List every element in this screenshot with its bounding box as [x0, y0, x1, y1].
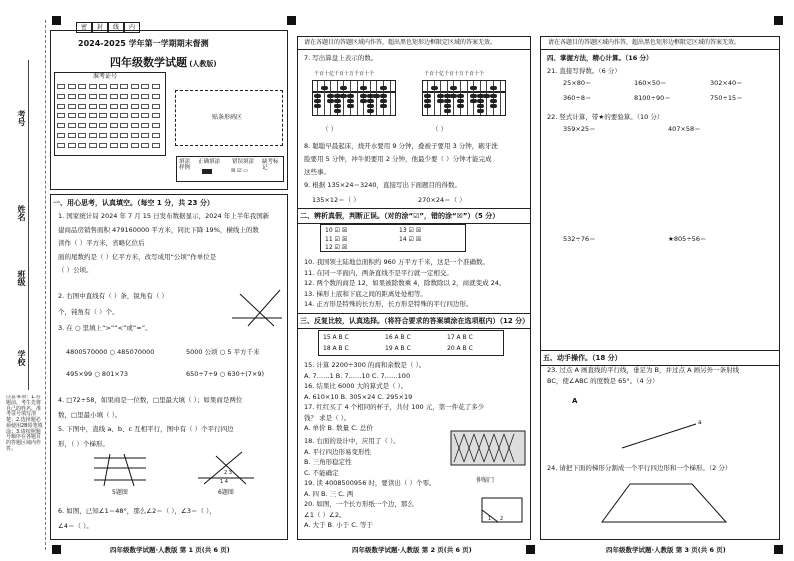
abacus-bead [450, 86, 457, 90]
abacus-bead [380, 94, 387, 98]
q21-item-5[interactable]: 8100÷90＝ [634, 94, 671, 102]
ticket-bubble[interactable] [152, 104, 160, 109]
choice-answer-option[interactable]: 15 A B C [323, 334, 349, 341]
ticket-bubble[interactable] [99, 143, 107, 148]
ticket-bubble[interactable] [152, 94, 160, 99]
question-1 [58, 210, 284, 278]
abacus-bead [431, 86, 438, 90]
ticket-bubble[interactable] [131, 94, 139, 99]
ticket-bubble[interactable] [57, 143, 65, 148]
q5-line: 5. 下图中，直线 a、b、c 互相平行，图中有（ ）个平行四边 [58, 425, 234, 433]
ticket-bubble[interactable] [131, 84, 139, 89]
abacus-bead [477, 99, 484, 103]
ticket-bubble[interactable] [110, 143, 118, 148]
q15-17-line: A. 单价 B. 数量 C. 总价 [304, 424, 373, 432]
telescopic-gate-figure [450, 430, 526, 474]
wrong-fill-label: 错误填涂 [232, 159, 255, 165]
q3-item-3[interactable]: 495×99 ○ 801×73 [66, 370, 129, 378]
ticket-bubble[interactable] [141, 143, 149, 148]
ticket-bubble[interactable] [78, 94, 86, 99]
ticket-bubble[interactable] [78, 104, 86, 109]
seal-tag-cell: 线 [108, 22, 124, 33]
ticket-bubble[interactable] [120, 84, 128, 89]
ticket-bubble[interactable] [141, 113, 149, 118]
q22-item-2[interactable]: 407×58＝ [668, 125, 701, 133]
ticket-bubble-grid[interactable] [57, 84, 163, 154]
wrong-fill-samples: ☒ ☑ ▭ [231, 168, 248, 174]
abacus-bead [314, 94, 321, 98]
choice-answer-option[interactable]: 18 A B C [323, 345, 349, 352]
registration-mark-top-left [52, 16, 61, 25]
q10-14-line: 13. 梯形上底和下底之间的距离处处相等。 [304, 289, 427, 298]
q18-20-line: 18. 右面的设计中，应用了（ ）。 [304, 437, 400, 445]
page3-top-note: 请在各题目的答题区域内作答，超出黑色矩形边框限定区域的答案无效。 [548, 39, 741, 46]
section2-title: 二、辨析真假，判断正误。（对的涂“☑”，错的涂“☒”）（5 分） [297, 208, 531, 224]
q6-line: ∠4＝（ ）。 [58, 522, 93, 530]
question-4 [58, 393, 284, 423]
q2-line: 2. 右图中直线有（ ）条，锐角有（ ） [58, 292, 168, 300]
abacus-bead [457, 94, 464, 98]
q10-14-line: 12. 两个数的商是 12，如果被除数乘 4，除数除以 2，商就变成 24。 [304, 279, 506, 287]
q23-line: BC，使∠ABC 的度数是 65°。（4 分） [547, 377, 659, 385]
abacus-figure-2 [422, 80, 506, 116]
q1-line: 面的尾数约是（ ）亿平方米，改写成用“公顷”作单位是 [58, 252, 217, 261]
abacus-bead [457, 104, 464, 108]
gate-label: 伸缩门 [476, 477, 495, 484]
abacus-bead [380, 99, 387, 103]
q21-item-2[interactable]: 160×50＝ [634, 79, 667, 87]
fill-sample-label: 填涂样例 [179, 159, 191, 171]
q21-item-1[interactable]: 25×80＝ [563, 79, 592, 87]
abacus-rod [317, 81, 318, 115]
abacus-rod [350, 81, 351, 115]
question-8 [304, 140, 528, 179]
abacus-rod [427, 81, 428, 115]
page3-footer: 四年级数学试题·人教版 第 3 页(共 6 页) [606, 546, 726, 554]
abacus-bead [424, 99, 431, 103]
correct-fill-sample [202, 169, 212, 174]
page2-top-rule [297, 49, 531, 50]
abacus-rod [486, 81, 487, 115]
choice-answer-grid[interactable] [318, 330, 504, 356]
ticket-bubble[interactable] [89, 143, 97, 148]
exam-edition: (人教版) [189, 60, 217, 68]
abacus-bead [334, 104, 341, 108]
abacus-rod [440, 81, 441, 115]
q20-paper-figure [480, 496, 524, 528]
abacus-bead [470, 86, 477, 90]
ticket-bubble[interactable] [78, 133, 86, 138]
q3-item-1[interactable]: 4800570000 ○ 485070000 [66, 348, 155, 356]
ticket-bubble[interactable] [78, 123, 86, 128]
correct-fill-label: 正确填涂 [198, 159, 221, 165]
question-21: 21. 直接写得数。（6 分） [547, 67, 621, 75]
abacus-rod [500, 81, 501, 115]
q15-17-line: A. 7……1 B. 7……10 C. 7……100 [304, 371, 411, 380]
ticket-bubble[interactable] [110, 84, 118, 89]
ticket-bubble[interactable] [131, 104, 139, 109]
q15-17-line: 17. 红红买了 4 个相同的杯子，共付 100 元，第一件花了多少 [304, 403, 485, 411]
abacus-rod [376, 81, 377, 115]
seal-tag-cell: 内 [124, 22, 140, 33]
ticket-bubble[interactable] [120, 123, 128, 128]
judge-answer-option[interactable]: 14 ☑ ☒ [399, 235, 422, 243]
school-year-title: 2024-2025 学年第一学期期末督测 [78, 39, 209, 48]
ticket-bubble[interactable] [141, 104, 149, 109]
abacus-bead [444, 99, 451, 103]
q3-item-2[interactable]: 5000 公顷 ○ 5 平方千米 [186, 348, 260, 356]
fig5-label: 5题图 [112, 489, 128, 496]
q15-17-line: 16. 结果比 6000 大的算式是（ ）。 [304, 382, 408, 390]
abacus-bead [444, 104, 451, 108]
judgement-answer-grid[interactable] [320, 224, 466, 252]
abacus-bead [367, 104, 374, 108]
ticket-bubble[interactable] [89, 133, 97, 138]
ticket-bubble[interactable] [110, 94, 118, 99]
abacus-rod [357, 81, 358, 115]
ticket-bubble[interactable] [78, 84, 86, 89]
q22-item-4[interactable]: ★805÷56＝ [668, 235, 707, 243]
ticket-bubble[interactable] [120, 133, 128, 138]
ticket-bubble[interactable] [99, 104, 107, 109]
abacus-bead [334, 109, 341, 113]
choice-answer-option[interactable]: 16 A B C [385, 334, 411, 341]
ticket-bubble[interactable] [89, 123, 97, 128]
q10-14-line: 11. 在同一平面内，两条直线不是平行就一定相交。 [304, 268, 453, 277]
ticket-bubble[interactable] [99, 84, 107, 89]
q22-item-1[interactable]: 359×25＝ [563, 125, 596, 133]
svg-text:1: 1 [488, 516, 492, 522]
q18-20-line: A. 大于 B. 小于 C. 等于 [304, 521, 373, 529]
q21-item-6[interactable]: 750÷15＝ [710, 94, 743, 102]
seal-tag-row [76, 22, 140, 33]
seal-tag-cell: 密 [76, 22, 92, 33]
questions-15-17 [304, 360, 528, 434]
abacus-bead [490, 86, 497, 90]
questions-10-14 [304, 257, 528, 310]
q15-17-line: A. 610×10 B. 305×24 C. 295×19 [304, 392, 413, 401]
q7-blank-1[interactable]: （ ） [322, 125, 338, 133]
ticket-bubble[interactable] [141, 123, 149, 128]
abacus-bead [380, 104, 387, 108]
abacus-bead [490, 104, 497, 108]
ticket-bubble[interactable] [120, 143, 128, 148]
question-7: 7. 写出算盘上表示的数。 [304, 54, 378, 62]
q4-line: 4. □72÷58，如果商是一位数，□里最大填（ ）；如果商是两位 [58, 396, 243, 404]
q22-item-3[interactable]: 532÷76＝ [563, 235, 596, 243]
ticket-bubble[interactable] [89, 84, 97, 89]
abacus-rod [330, 81, 331, 115]
choice-answer-option[interactable]: 17 A B C [447, 334, 473, 341]
question-5 [58, 422, 284, 452]
exam-title-row [110, 54, 217, 70]
judge-answer-option[interactable]: 12 ☑ ☒ [325, 244, 348, 251]
barcode-label: 贴条形码区 [212, 114, 243, 121]
q1-line: 读作（ ）平方米，省略亿位后 [58, 239, 145, 247]
ticket-bubble[interactable] [131, 113, 139, 118]
abacus-1-label: 千百十亿千百十万千百十个 [314, 71, 375, 77]
ticket-bubble[interactable] [110, 113, 118, 118]
ticket-bubble[interactable] [141, 133, 149, 138]
abacus-bead [490, 99, 497, 103]
ticket-bubble[interactable] [152, 133, 160, 138]
abacus-bead [367, 99, 374, 103]
q15-17-line: 15. 计算 2200÷300 的商和余数是（ ）。 [304, 361, 426, 369]
q8-line: 8. 聪聪早晨起床，烧开水要用 9 分钟，叠被子要用 3 分钟，刷牙洗 [304, 142, 498, 150]
q6-line: 6. 如图，已知∠1＝48°，那么∠2＝（ ），∠3＝（ ）， [58, 507, 216, 515]
q10-14-line: 14. 正方形是特殊的长方形，长方形是特殊的平行四边形。 [304, 300, 473, 308]
registration-mark-top-mid [287, 16, 296, 25]
section4-title: 四、掌握方法，精心计算。（16 分） [547, 54, 653, 62]
page2-footer: 四年级数学试题·人教版 第 2 页(共 6 页) [352, 546, 472, 554]
ticket-bubble[interactable] [99, 113, 107, 118]
ticket-bubble[interactable] [99, 123, 107, 128]
ticket-bubble[interactable] [68, 133, 76, 138]
q6-figure [196, 450, 256, 486]
ticket-bubble[interactable] [120, 104, 128, 109]
q8-line: 这些事。 [304, 168, 330, 176]
q1-line: 建商品房销售面积 479160000 平方米，同比下降 19%，横线上的数 [58, 225, 259, 234]
registration-mark-bottom-mid [526, 545, 535, 554]
page1-footer: 四年级数学试题·人教版 第 1 页(共 6 页) [110, 546, 230, 554]
svg-text:2 3: 2 3 [224, 470, 232, 476]
abacus-rod [467, 81, 468, 115]
ticket-bubble[interactable] [89, 94, 97, 99]
choice-answer-option[interactable]: 20 A B C [447, 345, 473, 352]
ticket-number-label: 准考证号 [93, 73, 118, 80]
ticket-bubble[interactable] [152, 143, 160, 148]
section3-title: 三、反复比较，认真选择。（将符合要求的答案填涂在选项框内）（12 分） [297, 313, 531, 329]
question-24: 24. 请把下面的梯形分割成一个平行四边形和一个梯形。（2 分） [547, 464, 732, 472]
abacus-bead [340, 86, 347, 90]
abacus-bead [367, 109, 374, 113]
side-label-school: 学校 [17, 350, 26, 366]
ticket-bubble[interactable] [152, 113, 160, 118]
ticket-bubble[interactable] [68, 123, 76, 128]
q18-20-line: 19. 读 4008500956 时，要读出（ ）个零。 [304, 479, 436, 487]
q24-trapezoid-figure[interactable] [600, 480, 730, 526]
ticket-bubble[interactable] [131, 123, 139, 128]
ticket-bubble[interactable] [131, 143, 139, 148]
ticket-bubble[interactable] [110, 123, 118, 128]
abacus-bead [380, 86, 387, 90]
absent-mark-label: 缺考标记 [262, 159, 279, 171]
ticket-bubble[interactable] [57, 113, 65, 118]
abacus-bead [347, 94, 354, 98]
q5-line: 形，（ ）个梯形。 [58, 440, 109, 448]
ticket-bubble[interactable] [131, 133, 139, 138]
ticket-bubble[interactable] [78, 113, 86, 118]
q23-line-figure[interactable] [620, 418, 700, 452]
abacus-bead [424, 94, 431, 98]
ticket-bubble[interactable] [120, 113, 128, 118]
q5-figure [90, 452, 150, 488]
q15-17-line: 钱？ 求是（ ）。 [304, 413, 351, 422]
choice-answer-option[interactable]: 19 A B C [385, 345, 411, 352]
section1-title: 一、用心思考，认真填空。（每空 1 分，共 23 分） [53, 199, 214, 207]
ticket-bubble[interactable] [120, 94, 128, 99]
ticket-bubble[interactable] [141, 84, 149, 89]
judge-answer-option[interactable]: 13 ☑ ☒ [399, 227, 422, 234]
abacus-figure-1 [312, 80, 396, 116]
abacus-bead [424, 104, 431, 108]
registration-mark-bottom-left [52, 545, 61, 554]
q4-line: 数，□里最小填（ ）。 [58, 411, 122, 419]
q2-figure [230, 288, 285, 328]
abacus-bead [314, 99, 321, 103]
ticket-bubble[interactable] [57, 94, 65, 99]
question-2 [58, 288, 238, 320]
ticket-bubble[interactable] [68, 84, 76, 89]
abacus-2-label: 千百十亿千百十万千百十个 [424, 71, 485, 77]
side-note: 注意事项：1.答题前，考生先将自己的姓名、准考证号填写清楚；2.选择题必须使用2B铅笔填涂；3.请按照题号顺序在各题目的答题区域内作答。 [6, 395, 43, 452]
svg-text:2: 2 [500, 516, 504, 522]
q18-20-line: ∠1（ ）∠2。 [304, 510, 346, 519]
q9-item-1[interactable]: 135×12＝（ ） [312, 196, 360, 204]
questions-18-20 [304, 436, 454, 531]
judge-answer-option[interactable]: 10 ☑ ☒ [325, 227, 348, 234]
section5-title: 五、动手操作。（18 分） [540, 350, 780, 366]
abacus-bead [334, 99, 341, 103]
ticket-bubble[interactable] [78, 143, 86, 148]
ticket-bubble[interactable] [57, 123, 65, 128]
abacus-bead [321, 86, 328, 90]
question-3: 3. 在 ○ 里填上“>”“<”或“=”。 [58, 324, 152, 332]
abacus-bead [347, 104, 354, 108]
q21-item-4[interactable]: 360÷8＝ [563, 94, 592, 102]
judge-answer-option[interactable]: 11 ☑ ☒ [325, 235, 348, 243]
ticket-bubble[interactable] [152, 123, 160, 128]
abacus-bead [347, 99, 354, 103]
ticket-bubble[interactable] [99, 133, 107, 138]
ticket-bubble[interactable] [110, 133, 118, 138]
question-22: 22. 竖式计算，带★的要验算。（10 分） [547, 113, 664, 121]
registration-mark-bottom-right [774, 545, 783, 554]
question-23 [547, 365, 777, 387]
side-label-exam-number: 考号 [17, 110, 26, 126]
abacus-bead [490, 94, 497, 98]
q1-line: （ ）公顷。 [58, 266, 93, 274]
abacus-bead [360, 86, 367, 90]
ticket-bubble[interactable] [68, 113, 76, 118]
q18-20-line: A. 四 B. 三 C. 两 [304, 489, 354, 498]
ticket-bubble[interactable] [68, 104, 76, 109]
point-a-label: A [572, 397, 578, 405]
q23-line: 23. 过点 A 画直线的平行线，垂足为 B，并过点 A 画另外一条射线 [547, 366, 740, 374]
abacus-bead [477, 104, 484, 108]
ticket-bubble[interactable] [57, 84, 65, 89]
abacus-bead [444, 109, 451, 113]
exam-title: 四年级数学试题 [110, 56, 187, 69]
side-label-class: 班级 [17, 270, 26, 286]
abacus-bead [477, 109, 484, 113]
q21-item-3[interactable]: 302×40＝ [710, 79, 743, 87]
ticket-bubble[interactable] [110, 104, 118, 109]
question-6 [58, 504, 284, 534]
q9-item-2[interactable]: 270×24＝（ ） [418, 196, 466, 204]
q7-blank-2[interactable]: （ ） [432, 125, 448, 133]
q1-line: 1. 国家统计局 2024 年 7 月 15 日发布数据显示，2024 年上半年我国新 [58, 212, 270, 220]
ticket-bubble[interactable] [57, 104, 65, 109]
ticket-bubble[interactable] [68, 143, 76, 148]
q18-20-line: A. 平行四边形易变形性 [304, 447, 371, 456]
q18-20-line: B. 三角形稳定性 [304, 458, 352, 466]
q3-item-4[interactable]: 650÷7÷9 ○ 630÷(7×9) [186, 370, 265, 378]
q8-line: 脸要用 5 分钟，冲牛奶要用 2 分钟，他最少要（ ）分钟才能完成 [304, 155, 492, 163]
ticket-bubble[interactable] [141, 94, 149, 99]
registration-mark-top-right [774, 16, 783, 25]
q18-20-line: 20. 如图，一个长方形纸一个边，那么 [304, 500, 414, 508]
seal-tag-cell: 封 [92, 22, 108, 33]
question-9: 9. 根据 135×24＝3240，直接写出下面题目的得数。 [304, 181, 461, 189]
side-label-name: 姓名 [17, 205, 26, 221]
ticket-bubble[interactable] [99, 94, 107, 99]
side-underline [28, 60, 30, 390]
q18-20-line: C. 不能确定 [304, 468, 339, 477]
abacus-bead [314, 104, 321, 108]
side-dashed-line [45, 20, 47, 550]
page3-top-rule [540, 49, 780, 50]
q10-14-line: 10. 我国领土陆地总面积约 960 万平方千米，这是一个准确数。 [304, 258, 489, 266]
abacus-rod [390, 81, 391, 115]
ticket-bubble[interactable] [89, 104, 97, 109]
ticket-bubble[interactable] [152, 84, 160, 89]
fig6-label: 6题图 [218, 489, 234, 496]
ticket-bubble[interactable] [68, 94, 76, 99]
abacus-bead [457, 99, 464, 103]
abacus-rod [460, 81, 461, 115]
q2-line: 个，钝角有（ ）个。 [58, 308, 119, 316]
point-a2-label: a [698, 419, 702, 426]
ticket-bubble[interactable] [89, 113, 97, 118]
page2-top-note: 请在各题目的答题区域内作答，超出黑色矩形边框限定区域的答案无效。 [304, 39, 497, 46]
ticket-bubble[interactable] [57, 133, 65, 138]
svg-text:1 4: 1 4 [220, 479, 228, 485]
